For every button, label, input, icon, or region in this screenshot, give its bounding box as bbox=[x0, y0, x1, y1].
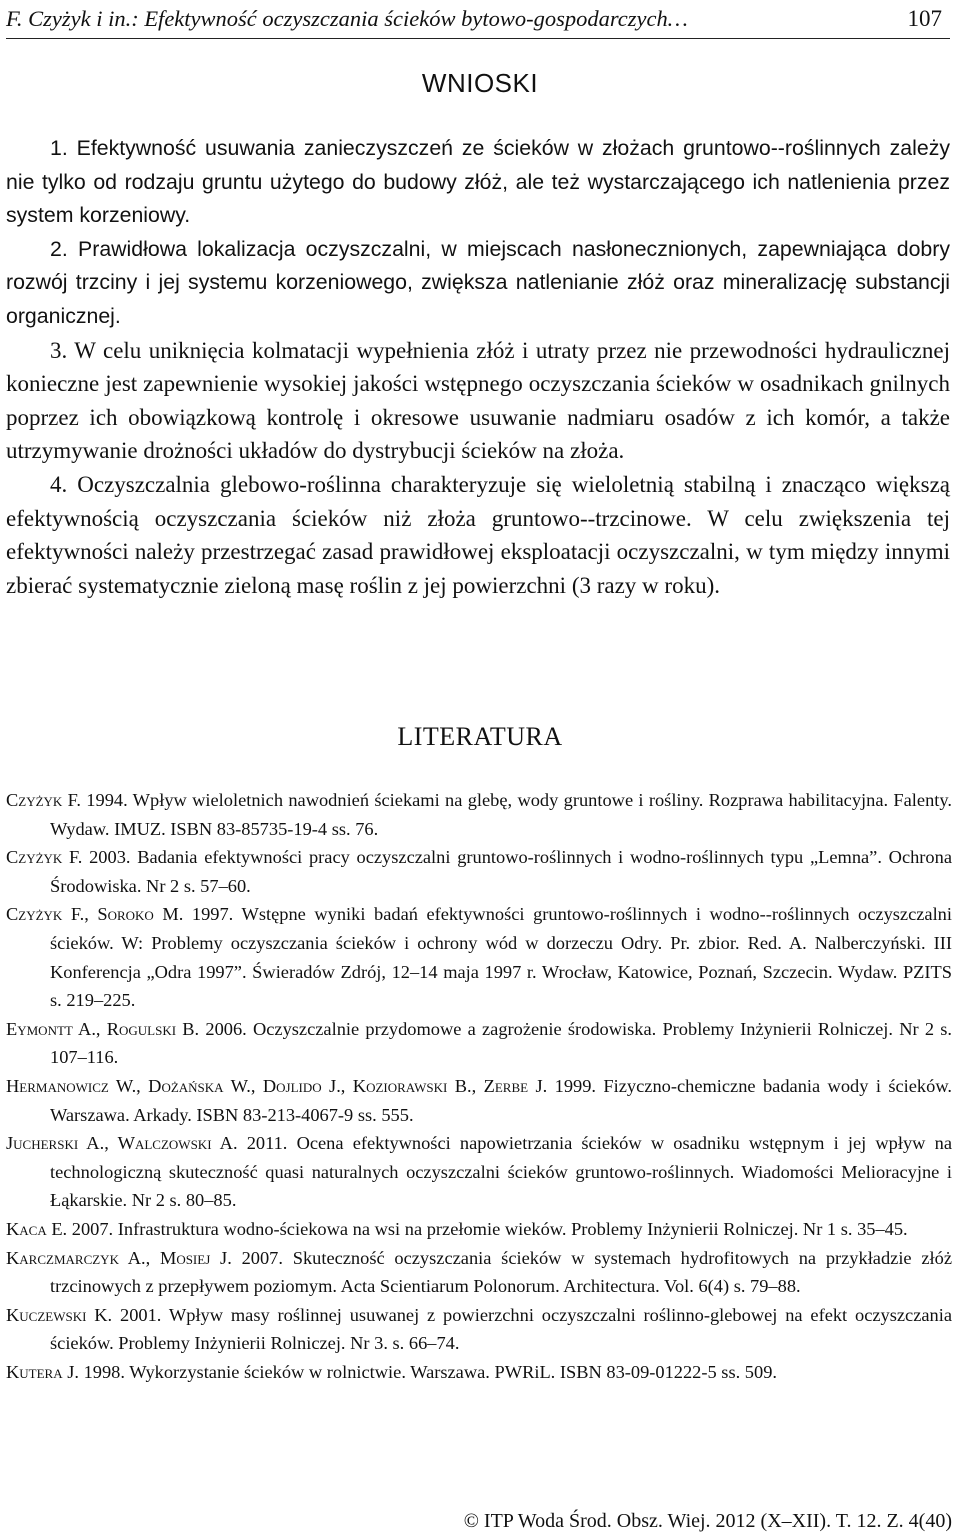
reference-item bbox=[6, 1358, 952, 1387]
running-title: F. Czyżyk i in.: Efektywność oczyszczania ścieków bytowo-gospodarczych… bbox=[6, 6, 688, 31]
reference-item bbox=[6, 1015, 952, 1072]
conclusion-item bbox=[6, 468, 950, 602]
conclusion-number: 4. bbox=[50, 471, 68, 497]
copyright-footer: © ITP Woda Środ. Obsz. Wiej. 2012 (X–XII). T. 12. Z. 4(40) bbox=[463, 1510, 952, 1532]
reference-details: 1999. Fizyczno-chemiczne badania wody i ścieków. Warszawa. Arkady. ISBN 83-213-4067-9 ss. 555. bbox=[50, 1075, 953, 1125]
literature-heading: LITERATURA bbox=[397, 722, 563, 751]
reference-authors: Jucherski A., Walczowski A. bbox=[6, 1133, 238, 1154]
reference-details: 1994. Wpływ wieloletnich nawodnień ściekami na glebę, wody gruntowe i rośliny. Rozprawa habilitacyjna. Falenty. Wydaw. IMUZ. ISBN 83-85735-19-4 ss. 76. bbox=[50, 790, 952, 839]
reference-details: 1997. Wstępne wyniki badań efektywności gruntowo-roślinnych i wodno--roślinnych oczyszczalni ścieków. W: Problemy oczyszczania ścieków i ochrony wód w dorzeczu Odry. Pr. zbior. Red. A. Nalberczyński. III Konferencja „Odra 1997”. Świeradów Zdrój, 12–14 maja 1997 r. Wrocław, Katowice, Poznań, Szczecin. Wydaw. PZITS s. 219–225. bbox=[50, 904, 952, 1011]
reference-item bbox=[6, 1129, 952, 1215]
conclusion-number: 1. bbox=[50, 136, 68, 160]
reference-authors: Czyżyk F. bbox=[6, 790, 81, 810]
reference-list bbox=[6, 786, 952, 1386]
reference-authors: Kutera J. bbox=[6, 1361, 79, 1382]
conclusion-item bbox=[6, 132, 950, 233]
reference-authors: Czyżyk F., Soroko M. bbox=[6, 904, 184, 925]
reference-authors: Kuczewski K. bbox=[6, 1304, 113, 1325]
reference-details: 1998. Wykorzystanie ścieków w rolnictwie. Warszawa. PWRiL. ISBN 83-09-01222-5 ss. 509. bbox=[78, 1361, 777, 1382]
reference-details: 2003. Badania efektywności pracy oczyszczalni gruntowo-roślinnych i wodno-roślinnych typu „Lemna”. Ochrona Środowiska. Nr 2 s. 57–60. bbox=[50, 847, 952, 896]
conclusion-item bbox=[6, 334, 950, 468]
conclusions-list bbox=[6, 132, 950, 602]
page-number: 107 bbox=[907, 6, 942, 31]
conclusion-number: 2. bbox=[50, 236, 68, 261]
reference-item bbox=[6, 1072, 952, 1129]
reference-authors: Hermanowicz W., Dożańska W., Dojlido J., Koziorawski B., Zerbe J. bbox=[6, 1075, 548, 1096]
reference-authors: Kaca E. bbox=[6, 1218, 68, 1239]
conclusion-text: Prawidłowa lokalizacja oczyszczalni, w miejscach nasłonecznionych, zapewniająca dobry rozwój trzciny i jej systemu korzeniowego, zwiększa natlenianie złóż oraz mineralizację substancji organicznej. bbox=[6, 236, 951, 328]
reference-authors: Czyżyk F. bbox=[6, 847, 83, 868]
running-header bbox=[6, 4, 950, 39]
reference-details: 2006. Oczyszczalnie przydomowe a zagrożenie środowiska. Problemy Inżynierii Rolniczej. Nr 2 s. 107–116. bbox=[50, 1018, 952, 1068]
reference-item bbox=[6, 1244, 952, 1301]
reference-item bbox=[6, 786, 952, 843]
reference-item bbox=[6, 843, 952, 900]
reference-details: 2001. Wpływ masy roślinnej usuwanej z powierzchni oczyszczalni roślinno-glebowej na efekt oczyszczania ścieków. Problemy Inżynierii Rolniczej. Nr 3. s. 66–74. bbox=[50, 1304, 952, 1354]
conclusion-text: W celu uniknięcia kolmatacji wypełnienia złóż i utraty przez nie przewodności hydraulicznej konieczne jest zapewnienie wysokiej jakości wstępnego oczyszczania ścieków w osadnikach gnilnych poprzez ich obowiązkową kontrolę i okresowe usuwanie nadmiaru osadów z ich komór, a także utrzymywanie drożności układów do dystrybucji ścieków na złoża. bbox=[6, 337, 950, 464]
reference-item bbox=[6, 1215, 952, 1244]
conclusion-text: Efektywność usuwania zanieczyszczeń ze ścieków w złożach gruntowo--roślinnych zależy nie tylko od rodzaju gruntu użytego do budowy złóż, ale też wystarczającego ich natlenienia przez system korzeniowy. bbox=[6, 136, 950, 228]
conclusion-number: 3. bbox=[50, 337, 68, 363]
conclusion-item bbox=[6, 233, 950, 334]
reference-authors: Eymontt A., Rogulski B. bbox=[6, 1018, 200, 1039]
reference-details: 2007. Skuteczność oczyszczania ścieków w systemach hydrofitowych na przykładzie złóż trzcinowych z przepływem poziomym. Acta Scientiarum Polonorum. Architectura. Vol. 6(4) s. 79–88. bbox=[50, 1247, 952, 1297]
reference-item bbox=[6, 1301, 952, 1358]
reference-item bbox=[6, 900, 952, 1014]
conclusion-text: Oczyszczalnia glebowo-roślinna charakteryzuje się wieloletnią stabilną i znacząco większą efektywnością oczyszczania ścieków niż złoża gruntowo--trzcinowe. W celu zwiększenia tej efektywności należy przestrzegać zasad prawidłowej eksploatacji oczyszczalni, w tym między innymi zbierać systematycznie zieloną masę roślin z jej powierzchni (3 razy w roku). bbox=[6, 471, 951, 598]
conclusions-heading: WNIOSKI bbox=[421, 68, 539, 98]
reference-authors: Karczmarczyk A., Mosiej J. bbox=[6, 1247, 232, 1268]
reference-details: 2011. Ocena efektywności napowietrzania ścieków w osadniku wstępnym i jej wpływ na technologiczną skuteczność quasi naturalnych oczyszczalni ścieków gruntowo-roślinnych. Wiadomości Melioracyjne i Łąkarskie. Nr 2 s. 80–85. bbox=[50, 1133, 952, 1211]
reference-details: 2007. Infrastruktura wodno-ściekowa na wsi na przełomie wieków. Problemy Inżynierii Rolniczej. Nr 1 s. 35–45. bbox=[67, 1218, 908, 1239]
